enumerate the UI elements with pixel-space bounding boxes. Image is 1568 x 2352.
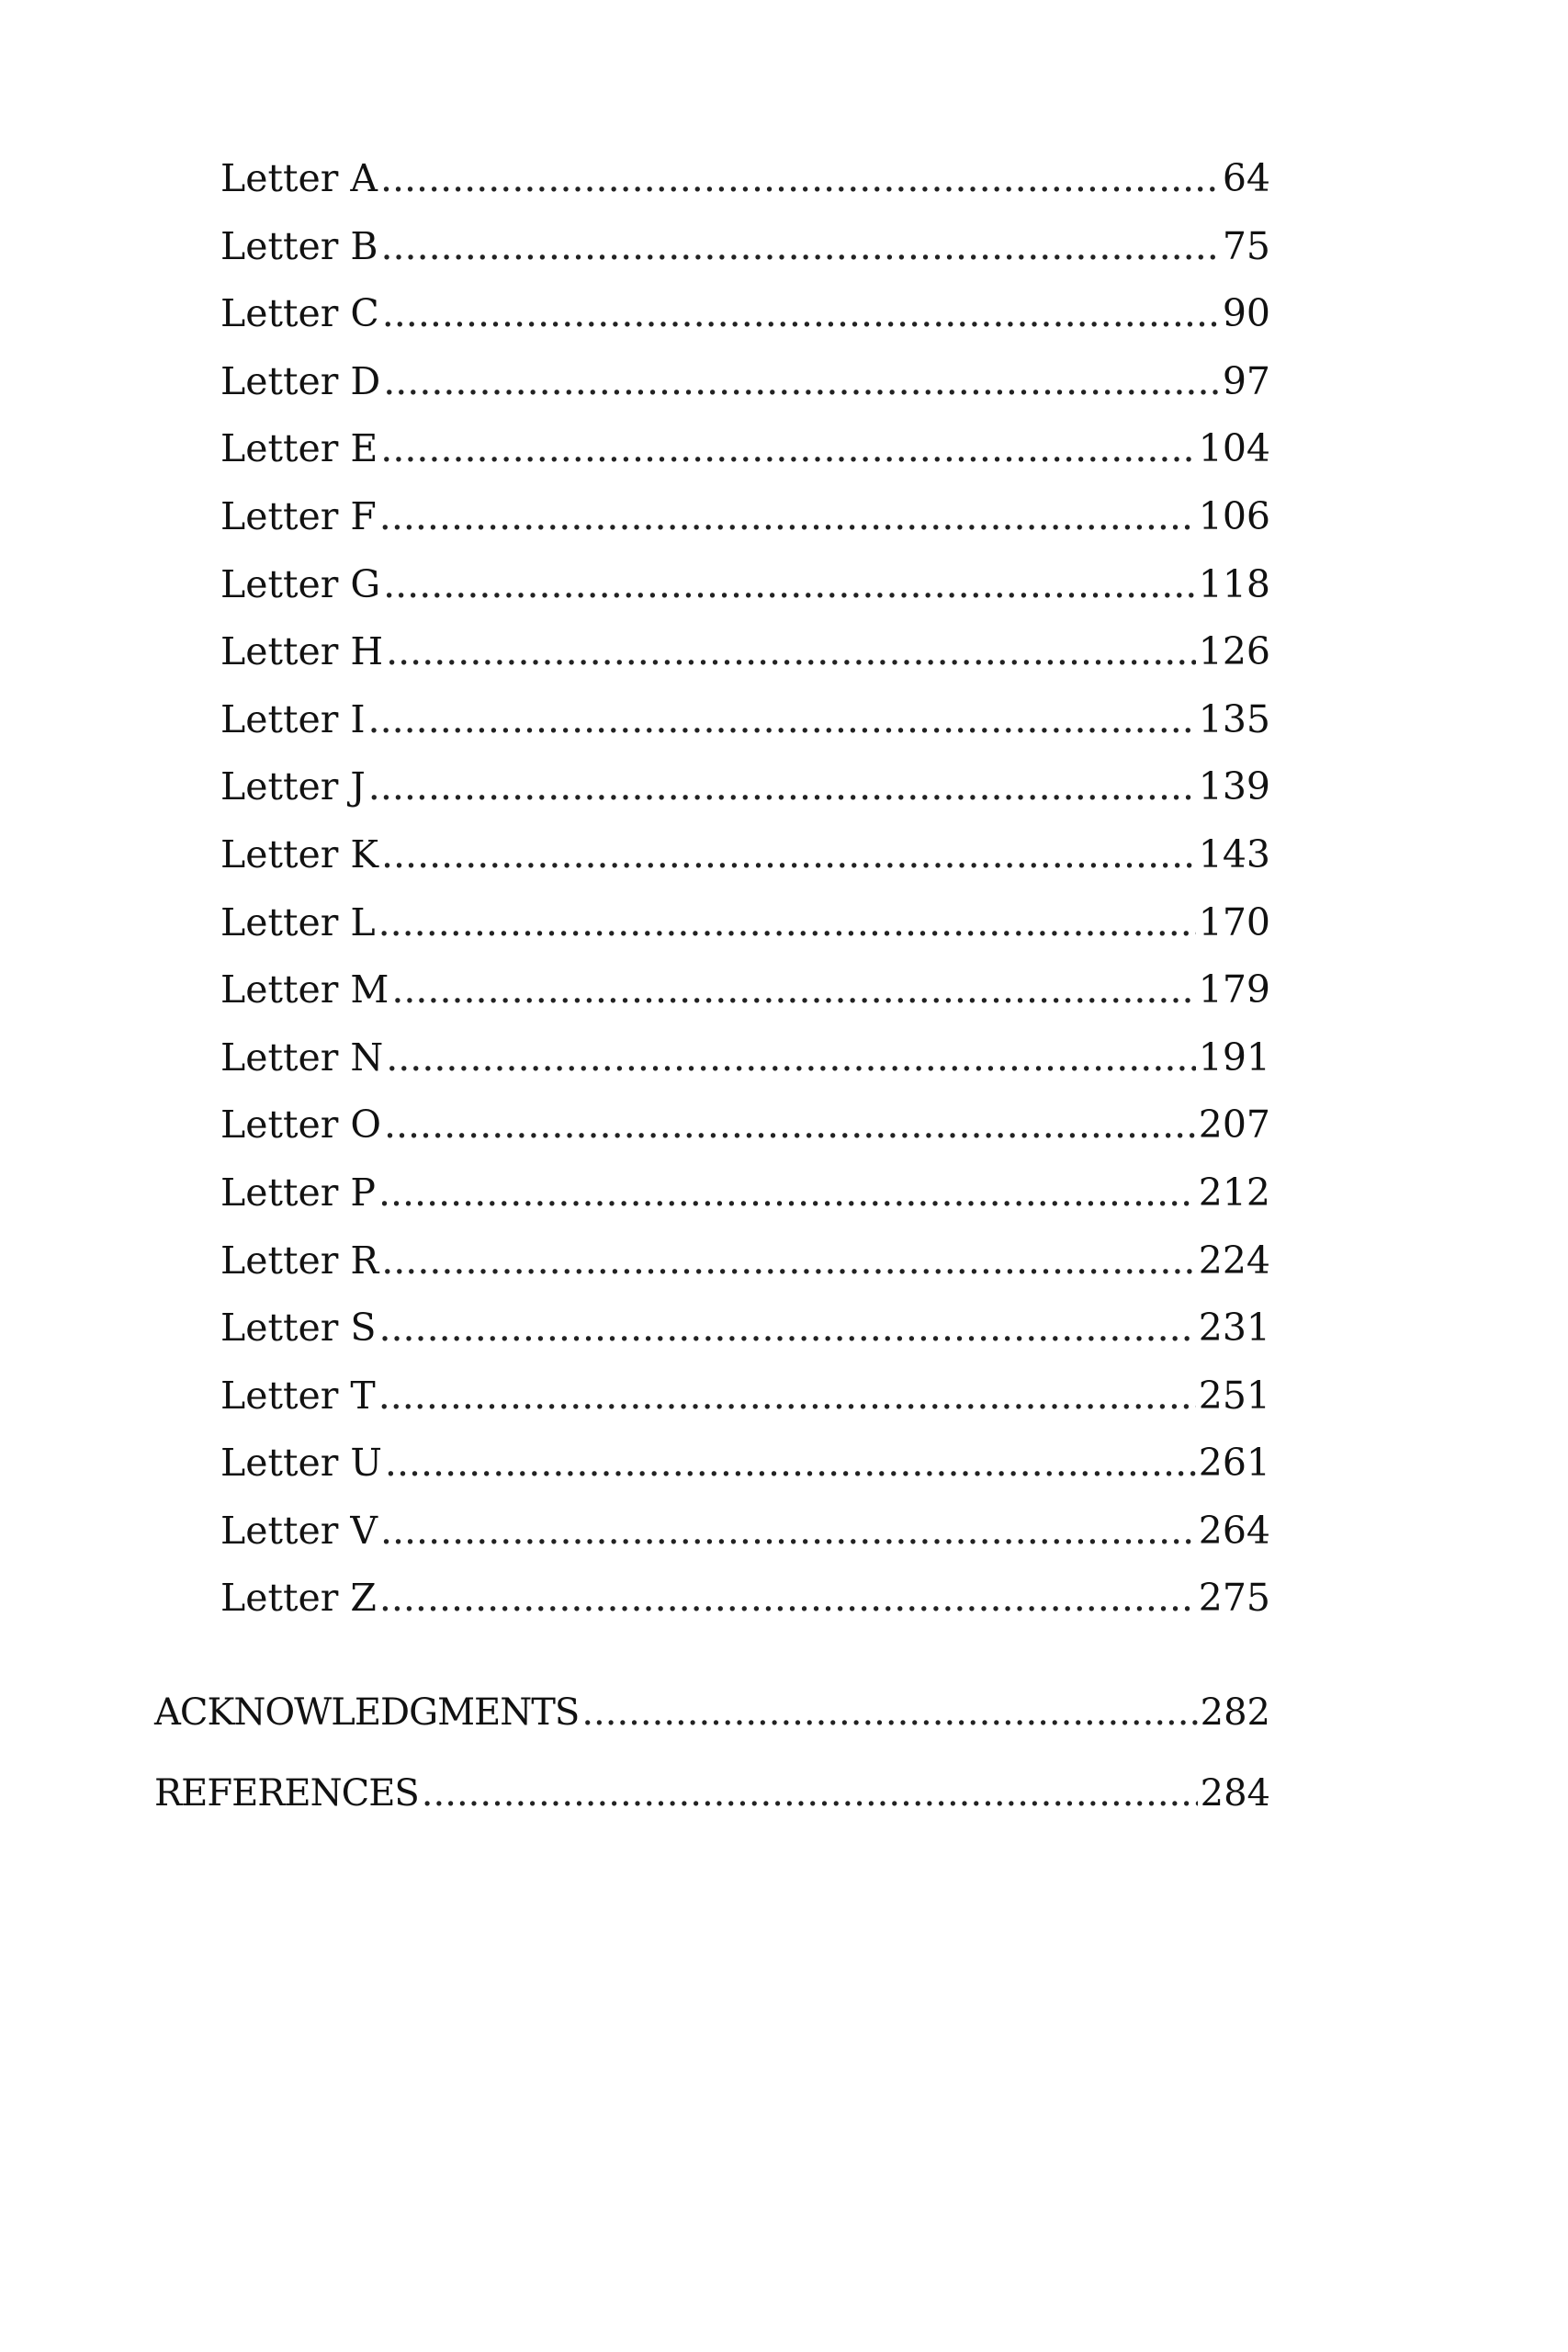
toc-entry-label: Letter Z <box>220 1576 377 1621</box>
dot-leader <box>385 1430 1196 1498</box>
toc-section-page-number: 282 <box>1200 1691 1270 1734</box>
toc-entry-label: Letter O <box>220 1102 381 1148</box>
toc-entry-page-number: 179 <box>1198 967 1270 1012</box>
toc-entry-page-number: 224 <box>1198 1238 1270 1283</box>
toc-entry-page-number: 251 <box>1198 1373 1270 1418</box>
toc-entry-page-number: 191 <box>1198 1035 1270 1080</box>
dot-leader <box>381 821 1196 889</box>
toc-entry-page-number: 75 <box>1222 223 1270 268</box>
toc-entry-letter-s[interactable] <box>220 1295 1270 1363</box>
toc-entry-letter-a[interactable] <box>220 145 1270 213</box>
dot-leader <box>382 280 1220 348</box>
toc-entry-label: Letter R <box>220 1238 379 1283</box>
dot-leader <box>384 1091 1196 1159</box>
dot-leader <box>378 1159 1196 1227</box>
toc-entry-letter-k[interactable] <box>220 821 1270 889</box>
dot-leader <box>422 1753 1198 1834</box>
toc-entry-page-number: 261 <box>1198 1441 1270 1486</box>
toc-entry-letter-d[interactable] <box>220 348 1270 416</box>
toc-entry-letter-g[interactable] <box>220 551 1270 619</box>
toc-entry-page-number: 106 <box>1198 493 1270 538</box>
toc-entry-page-number: 126 <box>1198 629 1270 674</box>
toc-entry-page-number: 275 <box>1198 1576 1270 1621</box>
toc-entry-references[interactable] <box>154 1753 1270 1834</box>
toc-entry-page-number: 64 <box>1222 156 1270 200</box>
dot-leader <box>379 1565 1196 1633</box>
toc-entry-label: Letter H <box>220 629 384 674</box>
dot-leader <box>386 618 1196 686</box>
toc-entry-letter-v[interactable] <box>220 1498 1270 1566</box>
toc-entry-label: Letter G <box>220 561 381 606</box>
toc-entry-label: Letter N <box>220 1035 384 1080</box>
section-entries-list <box>154 1672 1270 1834</box>
toc-entry-page-number: 135 <box>1198 696 1270 741</box>
toc-entry-page-number: 231 <box>1198 1306 1270 1351</box>
toc-entry-letter-c[interactable] <box>220 280 1270 348</box>
dot-leader <box>378 1363 1196 1430</box>
toc-entry-letter-e[interactable] <box>220 415 1270 483</box>
toc-entry-label: Letter S <box>220 1306 377 1351</box>
toc-entry-letter-n[interactable] <box>220 1024 1270 1092</box>
dot-leader <box>380 145 1220 213</box>
toc-entry-letter-o[interactable] <box>220 1091 1270 1159</box>
toc-entry-letter-r[interactable] <box>220 1227 1270 1295</box>
toc-entry-page-number: 264 <box>1198 1508 1270 1553</box>
toc-entry-acknowledgments[interactable] <box>154 1672 1270 1753</box>
dot-leader <box>386 1024 1196 1092</box>
toc-entry-page-number: 143 <box>1198 831 1270 876</box>
letter-entries-list <box>220 145 1270 1633</box>
toc-entry-page-number: 207 <box>1198 1102 1270 1148</box>
dot-leader <box>391 956 1195 1024</box>
toc-entry-label: Letter B <box>220 223 378 268</box>
toc-entry-label: Letter U <box>220 1441 382 1486</box>
toc-entry-page-number: 90 <box>1222 291 1270 336</box>
toc-entry-label: Letter D <box>220 358 381 403</box>
toc-section-page-number: 284 <box>1200 1772 1270 1815</box>
toc-entry-page-number: 104 <box>1198 426 1270 471</box>
toc-entry-letter-b[interactable] <box>220 213 1270 281</box>
dot-leader <box>380 415 1195 483</box>
dot-leader <box>379 483 1196 551</box>
dot-leader <box>581 1672 1197 1753</box>
toc-entry-label: Letter E <box>220 426 378 471</box>
toc-entry-label: Letter T <box>220 1373 376 1418</box>
dot-leader <box>380 213 1219 281</box>
toc-section-label: ACKNOWLEDGMENTS <box>154 1691 580 1734</box>
dot-leader <box>368 686 1196 754</box>
toc-entry-letter-i[interactable] <box>220 686 1270 754</box>
toc-entry-letter-t[interactable] <box>220 1363 1270 1430</box>
toc-entry-label: Letter A <box>220 156 378 200</box>
dot-leader <box>378 1295 1195 1363</box>
toc-entry-page-number: 139 <box>1198 764 1270 809</box>
toc-entry-letter-p[interactable] <box>220 1159 1270 1227</box>
toc-entry-label: Letter M <box>220 967 389 1012</box>
dot-leader <box>383 551 1196 619</box>
dot-leader <box>381 1227 1196 1295</box>
toc-entry-label: Letter K <box>220 831 378 876</box>
toc-entry-label: Letter C <box>220 291 379 336</box>
toc-entry-letter-z[interactable] <box>220 1565 1270 1633</box>
dot-leader <box>383 348 1220 416</box>
dot-leader <box>368 753 1196 821</box>
toc-entry-label: Letter V <box>220 1508 378 1553</box>
toc-entry-page-number: 118 <box>1198 561 1270 606</box>
toc-entry-letter-j[interactable] <box>220 753 1270 821</box>
dot-leader <box>378 889 1196 957</box>
toc-entry-letter-h[interactable] <box>220 618 1270 686</box>
toc-entry-label: Letter F <box>220 493 377 538</box>
toc-entry-label: Letter J <box>220 764 366 809</box>
toc-entry-letter-m[interactable] <box>220 956 1270 1024</box>
toc-entry-letter-l[interactable] <box>220 889 1270 957</box>
dot-leader <box>380 1498 1196 1566</box>
toc-entry-page-number: 212 <box>1198 1170 1270 1215</box>
toc-entry-label: Letter I <box>220 696 366 741</box>
toc-entry-page-number: 170 <box>1198 899 1270 944</box>
toc-section-label: REFERENCES <box>154 1772 419 1815</box>
toc-entry-letter-u[interactable] <box>220 1430 1270 1498</box>
toc-entry-label: Letter P <box>220 1170 376 1215</box>
toc-entry-letter-f[interactable] <box>220 483 1270 551</box>
toc-entry-label: Letter L <box>220 899 376 944</box>
toc-entry-page-number: 97 <box>1222 358 1270 403</box>
